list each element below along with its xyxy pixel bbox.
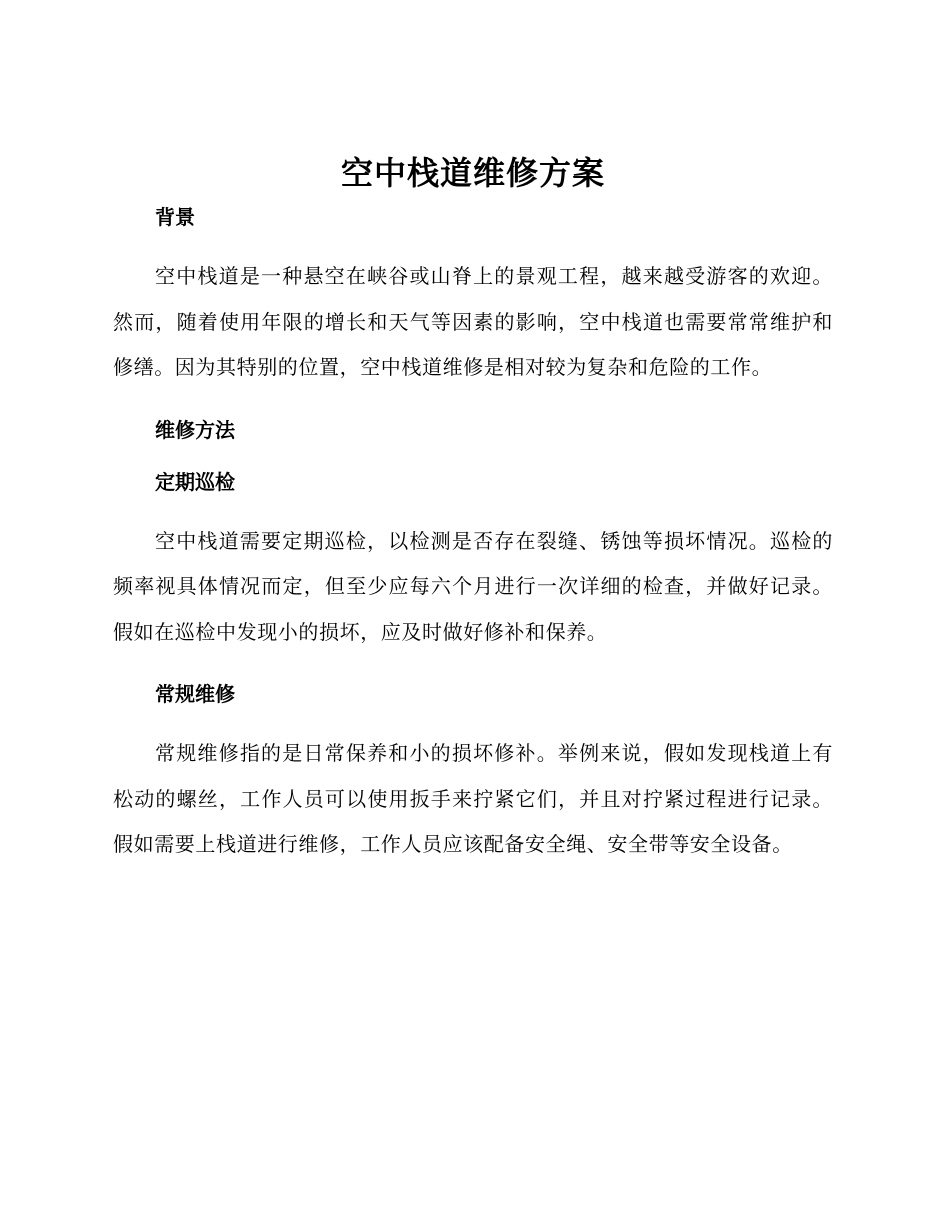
- section-regular-inspection: [113, 467, 833, 656]
- document-page: [113, 150, 833, 892]
- section-heading-regular-inspection: 定期巡检: [155, 469, 235, 494]
- section-heading-maintenance-methods: 维修方法: [155, 417, 235, 442]
- section-heading-routine-repair: 常规维修: [155, 682, 235, 706]
- section-paragraph-routine-repair: 常规维修指的是日常保养和小的损坏修补。举例来说，假如发现栈道上有松动的螺丝，工作人员可以使用扳手来拧紧它们，并且对拧紧过程进行记录。假如需要上栈道进行维修，工作人员应该配备安全绳、安全带等安全设备。: [113, 741, 833, 856]
- section-heading-background: 背景: [155, 205, 195, 229]
- section-paragraph-background: 空中栈道是一种悬空在峡谷或山脊上的景观工程，越来越受游客的欢迎。然而，随着使用年限的增长和天气等因素的影响，空中栈道也需要常常维护和修缮。因为其特别的位置，空中栈道维修是相对较为复杂和危险的工作。: [113, 264, 833, 379]
- section-routine-repair: [113, 679, 833, 868]
- document-title: 空中栈道维修方案: [340, 154, 605, 192]
- section-background: [113, 202, 833, 391]
- section-paragraph-regular-inspection: 空中栈道需要定期巡检，以检测是否存在裂缝、锈蚀等损坏情况。巡检的频率视具体情况而定，但至少应每六个月进行一次详细的检查，并做好记录。假如在巡检中发现小的损坏，应及时做好修补和保养。: [113, 528, 833, 644]
- section-maintenance-methods: [113, 415, 833, 445]
